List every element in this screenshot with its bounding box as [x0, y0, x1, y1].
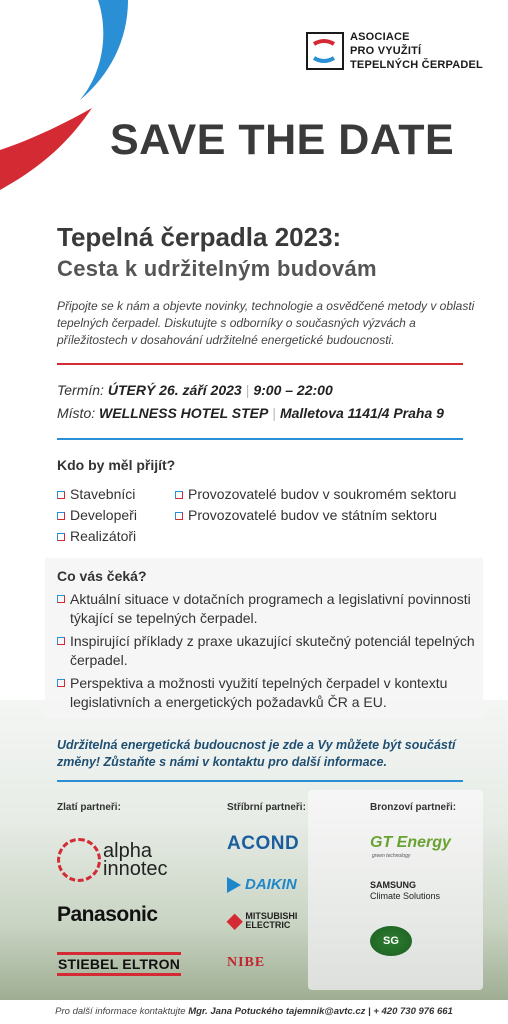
divider-red [57, 363, 463, 365]
mitsubishi-electric-logo: ◆ MITSUBISHI ELECTRIC [227, 909, 298, 932]
agenda-list [57, 590, 477, 716]
gold-partners-heading: Zlatí partneři: [57, 802, 121, 813]
event-address: Malletova 1141/4 Praha 9 [279, 405, 444, 421]
list-item: Realizátoři [57, 526, 137, 547]
bullet-icon [57, 512, 65, 520]
stiebel-eltron-logo: STIEBEL ELTRON [57, 952, 181, 976]
list-item: Perspektiva a možnosti využití tepelných čerpadel v kontextu legislativních a energetických požadavků ČR a EU. [57, 674, 477, 712]
divider-blue [57, 438, 463, 440]
logo-text: ASOCIACE PRO VYUŽITÍ TEPELNÝCH ČERPADEL [350, 31, 483, 71]
bullet-icon [57, 637, 65, 645]
association-logo [306, 30, 483, 72]
daikin-triangle-icon [227, 877, 241, 893]
footer-contact: Pro další informace kontaktujte Mgr. Jana Potuckého tajemnik@avtc.cz | + 420 730 976 661 [55, 1006, 453, 1017]
event-title: Tepelná čerpadla 2023: [57, 222, 342, 252]
contact-email[interactable]: Mgr. Jana Potuckého tajemnik@avtc.cz [188, 1006, 366, 1017]
contact-phone[interactable]: + 420 730 976 661 [373, 1006, 453, 1017]
samsung-climate-logo: SAMSUNG Climate Solutions [370, 880, 441, 901]
event-venue: WELLNESS HOTEL STEP [99, 405, 269, 421]
bullet-icon [175, 491, 183, 499]
bullet-icon [57, 679, 65, 687]
daikin-logo: DAIKIN [227, 876, 297, 893]
bullet-icon [175, 512, 183, 520]
silver-partners-heading: Stříbrní partneři: [227, 802, 306, 813]
event-intro: Připojte se k nám a objevte novinky, technologie a osvědčené metody v oblasti tepelných čerpadel. Diskutujte s odborníky o současných výzvách a příležitostech v dosahování udržitelné energetické budoucnosti. [57, 299, 475, 347]
alpha-ring-icon [57, 838, 101, 882]
event-date: ÚTERÝ 26. září 2023 [107, 382, 242, 398]
logo-mark-icon [306, 32, 344, 70]
call-to-action: Udržitelná energetická budoucnost je zde a Vy můžete být součástí změny! Zůstaňte s námi v kontaktu pro další informace. [57, 738, 456, 769]
list-item: Provozovatelé budov ve státním sektoru [175, 505, 456, 526]
event-subtitle: Cesta k udržitelným budovám [57, 256, 377, 281]
bullet-icon [57, 491, 65, 499]
mitsubishi-diamonds-icon: ◆ [227, 909, 243, 932]
panasonic-logo: Panasonic [57, 903, 158, 926]
bullet-icon [57, 595, 65, 603]
divider-blue [57, 780, 463, 782]
list-item: Developeři [57, 505, 137, 526]
audience-column-2 [175, 484, 456, 526]
event-date-line: Termín: ÚTERÝ 26. září 2023 | 9:00 – 22:00 [57, 382, 333, 398]
list-item: Inspirující příklady z praxe ukazující skutečný potenciál tepelných čerpadel. [57, 632, 477, 670]
audience-heading: Kdo by měl přijít? [57, 457, 176, 473]
audience-column-1 [57, 484, 137, 547]
swoosh-decoration [0, 0, 140, 200]
acond-logo: ACOND [227, 833, 300, 854]
bronze-partners-heading: Bronzoví partneři: [370, 802, 457, 813]
event-venue-line: Místo: WELLNESS HOTEL STEP | Malletova 1141/4 Praha 9 [57, 405, 444, 421]
agenda-heading: Co vás čeká? [57, 568, 147, 584]
nibe-logo: NIBE [227, 955, 266, 970]
gt-energy-logo: GT Energy [370, 834, 451, 851]
sg-logo: SG [370, 926, 412, 956]
bullet-icon [57, 533, 65, 541]
gt-energy-tagline: green technology [372, 853, 411, 859]
save-the-date-headline: SAVE THE DATE [110, 116, 455, 164]
list-item: Stavebníci [57, 484, 137, 505]
list-item: Provozovatelé budov v soukromém sektoru [175, 484, 456, 505]
event-time: 9:00 – 22:00 [253, 382, 333, 398]
list-item: Aktuální situace v dotačních programech a legislativní povinnosti týkající se tepelných čerpadel. [57, 590, 477, 628]
alpha-innotec-logo: alpha innotec [57, 838, 168, 882]
